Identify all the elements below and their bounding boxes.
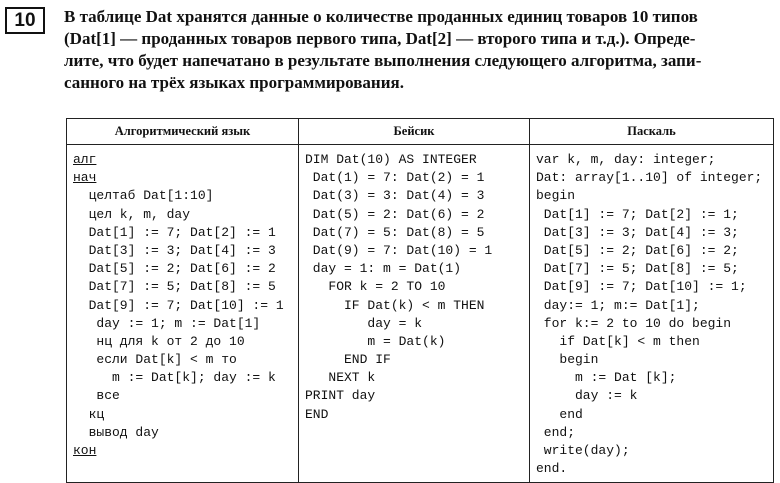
code-line: Dat[5] := 2; Dat[6] := 2 bbox=[73, 261, 276, 277]
code-line: DIM Dat(10) AS INTEGER bbox=[305, 152, 477, 167]
code-line: если Dat[k] < m то bbox=[73, 352, 237, 368]
code-line: day := 1; m := Dat[1] bbox=[73, 315, 261, 331]
code-line: Dat[1] := 7; Dat[2] := 1 bbox=[73, 224, 276, 240]
code-line: целтаб Dat[1:10] bbox=[73, 188, 214, 204]
question-text bbox=[64, 6, 770, 94]
code-line: Dat[3] := 3; Dat[4] := 3 bbox=[73, 242, 276, 258]
code-line: END bbox=[305, 406, 329, 422]
code-line: day = k bbox=[305, 315, 423, 331]
code-line: Dat(1) = 7: Dat(2) = 1 bbox=[305, 170, 485, 186]
pascal-code-cell bbox=[530, 145, 774, 483]
code-line: Dat[3] := 3; Dat[4] := 3; bbox=[536, 224, 739, 240]
question-line: санного на трёх языках программирования. bbox=[64, 73, 404, 92]
question-number-box bbox=[5, 7, 45, 34]
code-line: end. bbox=[536, 461, 568, 477]
code-line: Dat[7] := 5; Dat[8] := 5; bbox=[536, 261, 739, 277]
code-line: for k:= 2 to 10 do begin bbox=[536, 315, 732, 331]
code-line: day:= 1; m:= Dat[1]; bbox=[536, 297, 700, 313]
basic-code-cell bbox=[299, 145, 530, 483]
code-line: Dat[5] := 2; Dat[6] := 2; bbox=[536, 242, 739, 258]
code-table bbox=[66, 118, 774, 483]
code-line: Dat(9) = 7: Dat(10) = 1 bbox=[305, 242, 493, 258]
code-line: if Dat[k] < m then bbox=[536, 333, 700, 349]
code-line: m := Dat[k]; day := k bbox=[73, 370, 276, 386]
code-line: Dat[9] := 7; Dat[10] := 1; bbox=[536, 279, 747, 295]
code-line: FOR k = 2 TO 10 bbox=[305, 279, 446, 295]
header-basic: Бейсик bbox=[299, 119, 530, 145]
question-line: В таблице Dat хранятся данные о количестве проданных единиц товаров 10 типов bbox=[64, 7, 698, 26]
code-line: кц bbox=[73, 406, 105, 422]
algo-code-cell bbox=[67, 145, 299, 483]
code-line: var k, m, day: integer; bbox=[536, 152, 716, 167]
code-line: алг bbox=[73, 152, 97, 167]
code-line: day := k bbox=[536, 388, 638, 404]
question-number: 10 bbox=[14, 9, 36, 31]
header-pascal: Паскаль bbox=[530, 119, 774, 145]
code-line: m = Dat(k) bbox=[305, 333, 446, 349]
code-line: все bbox=[73, 388, 120, 404]
code-line: Dat: array[1..10] of integer; bbox=[536, 170, 763, 186]
code-line: Dat[9] := 7; Dat[10] := 1 bbox=[73, 297, 284, 313]
code-line: end; bbox=[536, 424, 576, 440]
code-line: IF Dat(k) < m THEN bbox=[305, 297, 485, 313]
code-line: END IF bbox=[305, 352, 391, 368]
code-line: нач bbox=[73, 170, 97, 186]
question-line: (Dat[1] — проданных товаров первого типа, Dat[2] — второго типа и т.д.). Опреде- bbox=[64, 29, 696, 48]
code-line: write(day); bbox=[536, 443, 630, 458]
code-line: Dat[7] := 5; Dat[8] := 5 bbox=[73, 279, 276, 295]
header-algo: Алгоритмический язык bbox=[67, 119, 299, 145]
code-line: begin bbox=[536, 352, 599, 368]
code-line: begin bbox=[536, 188, 576, 204]
code-line: кон bbox=[73, 443, 97, 458]
code-line: PRINT day bbox=[305, 388, 376, 404]
code-line: нц для k от 2 до 10 bbox=[73, 333, 245, 349]
code-line: цел k, m, day bbox=[73, 206, 191, 222]
header-row bbox=[67, 119, 774, 145]
code-line: Dat(3) = 3: Dat(4) = 3 bbox=[305, 188, 485, 204]
code-line: Dat[1] := 7; Dat[2] := 1; bbox=[536, 206, 739, 222]
question-line: лите, что будет напечатано в результате выполнения следующего алгоритма, запи- bbox=[64, 51, 702, 70]
code-line: вывод day bbox=[73, 424, 159, 440]
code-line: Dat(5) = 2: Dat(6) = 2 bbox=[305, 206, 485, 222]
code-row bbox=[67, 145, 774, 483]
code-line: NEXT k bbox=[305, 370, 376, 386]
code-line: day = 1: m = Dat(1) bbox=[305, 261, 462, 277]
code-line: Dat(7) = 5: Dat(8) = 5 bbox=[305, 224, 485, 240]
code-line: m := Dat [k]; bbox=[536, 370, 677, 386]
code-line: end bbox=[536, 406, 583, 422]
